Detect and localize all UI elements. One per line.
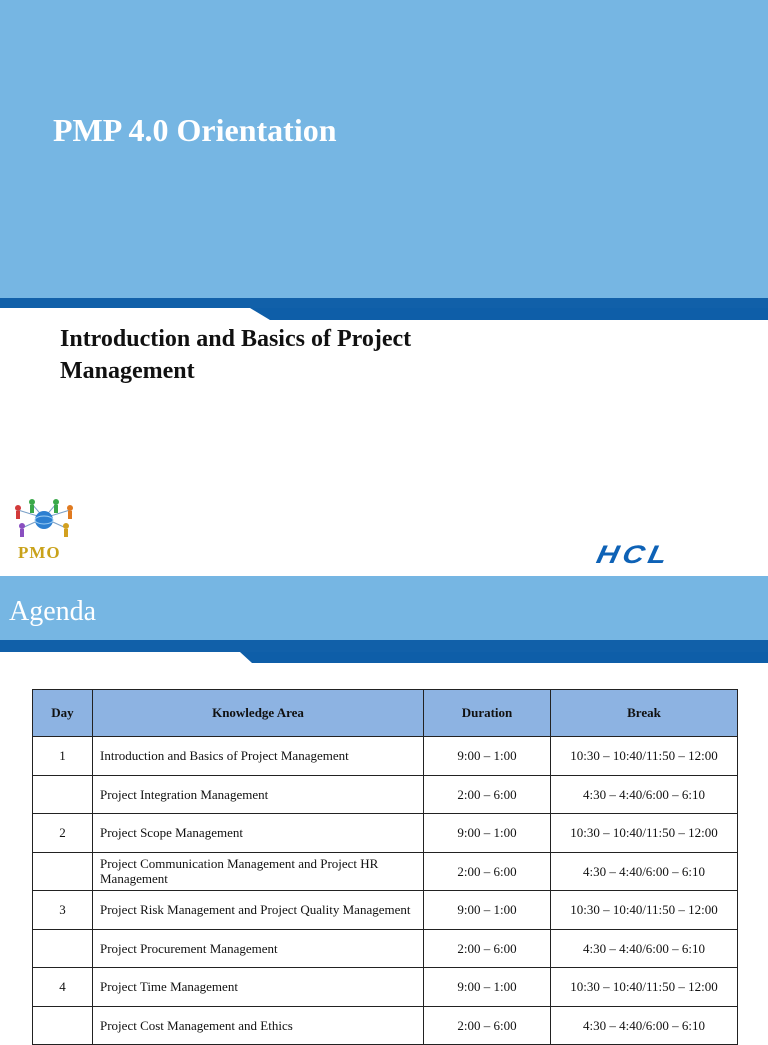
cell-duration: 9:00 – 1:00 [424, 968, 551, 1007]
cell-break: 4:30 – 4:40/6:00 – 6:10 [551, 852, 738, 891]
table-row [33, 814, 738, 853]
slide-title: PMP 4.0 Orientation [53, 112, 337, 148]
table-row [33, 968, 738, 1007]
header-divider-band [0, 298, 768, 322]
cell-break: 4:30 – 4:40/6:00 – 6:10 [551, 1006, 738, 1045]
table-row [33, 1006, 738, 1045]
cell-day [33, 852, 93, 891]
cell-area: Project Integration Management [93, 775, 424, 814]
cell-day: 2 [33, 814, 93, 853]
cell-duration: 9:00 – 1:00 [424, 737, 551, 776]
cell-area: Project Communication Management and Project HR Management [93, 852, 424, 891]
cell-duration: 9:00 – 1:00 [424, 814, 551, 853]
cell-area: Project Procurement Management [93, 929, 424, 968]
table-row [33, 737, 738, 776]
cell-day [33, 775, 93, 814]
cell-day: 4 [33, 968, 93, 1007]
cell-area: Project Cost Management and Ethics [93, 1006, 424, 1045]
header-day: Day [33, 690, 93, 737]
table-row [33, 852, 738, 891]
slide-subtitle: Introduction and Basics of Project Management [60, 326, 412, 384]
cell-day: 3 [33, 891, 93, 930]
header-duration: Duration [424, 690, 551, 737]
cell-area: Project Risk Management and Project Quality Management [93, 891, 424, 930]
cell-duration: 2:00 – 6:00 [424, 852, 551, 891]
cell-break: 10:30 – 10:40/11:50 – 12:00 [551, 891, 738, 930]
table-row [33, 891, 738, 930]
header-knowledge-area: Knowledge Area [93, 690, 424, 737]
cell-area: Introduction and Basics of Project Management [93, 737, 424, 776]
agenda-table [32, 689, 738, 1045]
cell-area: Project Time Management [93, 968, 424, 1007]
table-row [33, 775, 738, 814]
table-row [33, 929, 738, 968]
cell-break: 4:30 – 4:40/6:00 – 6:10 [551, 775, 738, 814]
cell-duration: 2:00 – 6:00 [424, 929, 551, 968]
agenda-slide [0, 576, 768, 1033]
title-header-band [0, 0, 768, 300]
cell-duration: 2:00 – 6:00 [424, 1006, 551, 1045]
agenda-header-band [0, 576, 768, 642]
agenda-title: Agenda [9, 596, 97, 627]
agenda-divider-band [0, 640, 768, 664]
cell-duration: 2:00 – 6:00 [424, 775, 551, 814]
table-header-row [33, 690, 738, 737]
cell-break: 10:30 – 10:40/11:50 – 12:00 [551, 737, 738, 776]
header-break: Break [551, 690, 738, 737]
cell-break: 10:30 – 10:40/11:50 – 12:00 [551, 814, 738, 853]
cell-day: 1 [33, 737, 93, 776]
cell-day [33, 1006, 93, 1045]
hcl-logo: HCL [594, 541, 674, 570]
cell-area: Project Scope Management [93, 814, 424, 853]
pmo-logo-text: PMO [18, 543, 61, 562]
cell-break: 10:30 – 10:40/11:50 – 12:00 [551, 968, 738, 1007]
cell-day [33, 929, 93, 968]
cell-duration: 9:00 – 1:00 [424, 891, 551, 930]
cell-break: 4:30 – 4:40/6:00 – 6:10 [551, 929, 738, 968]
